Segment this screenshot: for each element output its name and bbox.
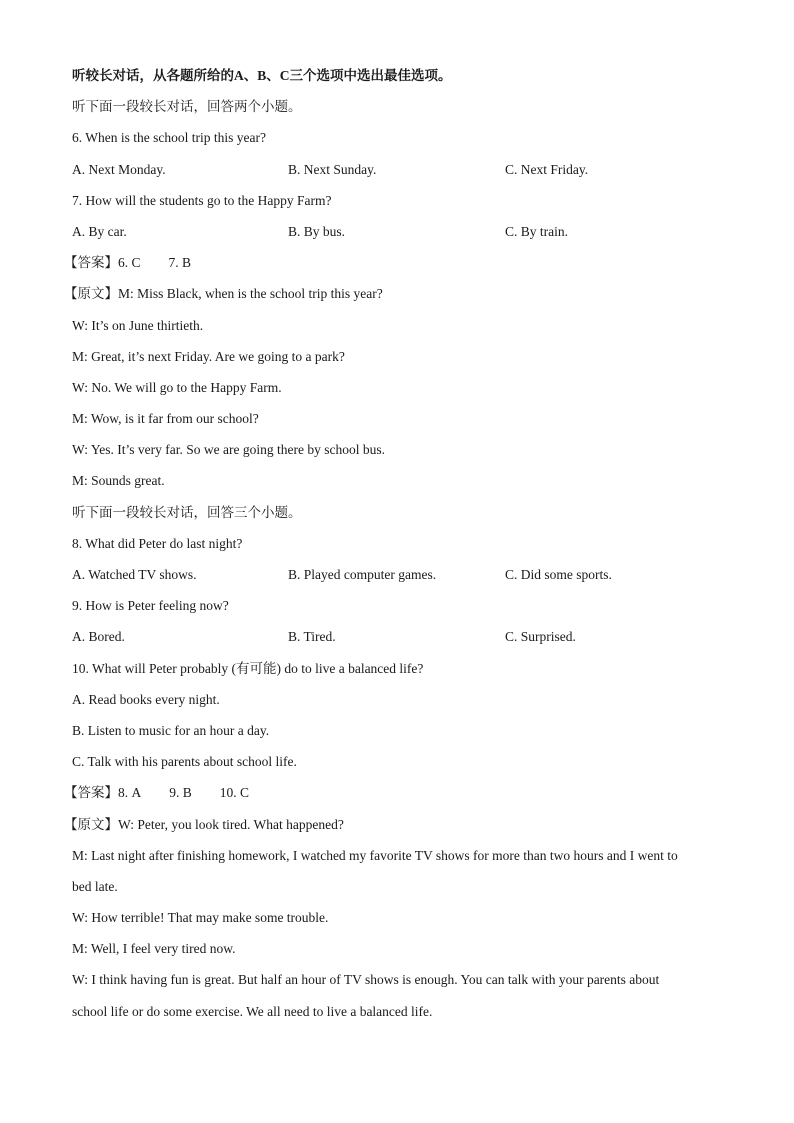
answer-8: 8. A [118, 785, 142, 801]
transcript-text: M: Miss Black, when is the school trip this year? [118, 286, 383, 302]
transcript-line: W: Yes. It’s very far. So we are going there by school bus. [72, 442, 385, 458]
question-7: 7. How will the students go to the Happy Farm? [72, 192, 332, 208]
transcript-line: M: Wow, is it far from our school? [72, 411, 259, 427]
answer-6: 6. C [118, 255, 141, 271]
question-6-option-c: C. Next Friday. [505, 161, 589, 177]
question-9-option-b: B. Tired. [288, 629, 336, 645]
transcript-label: 【原文】 [64, 286, 118, 302]
question-8-options [72, 559, 722, 590]
question-8-option-b: B. Played computer games. [288, 567, 437, 582]
section-heading: 听较长对话，从各题所给的A、B、C三个选项中选出最佳选项。 [72, 68, 452, 83]
question-7-options [72, 216, 722, 247]
transcript-line: W: How terrible! That may make some trouble. [72, 910, 329, 926]
question-6-option-b: B. Next Sunday. [288, 161, 377, 177]
section1-answers [64, 247, 722, 278]
transcript-line: W: It’s on June thirtieth. [72, 317, 204, 333]
section2-intro: 听下面一段较长对话，回答三个小题。 [72, 504, 302, 520]
transcript-line: M: Great, it’s next Friday. Are we going to a park? [72, 348, 345, 364]
section1-intro: 听下面一段较长对话，回答两个小题。 [72, 99, 302, 115]
question-7-option-a: A. By car. [72, 223, 127, 239]
section1-transcript-line [64, 278, 722, 309]
question-6: 6. When is the school trip this year? [72, 130, 266, 146]
question-7-option-b: B. By bus. [288, 223, 346, 239]
answer-10: 10. C [219, 785, 250, 801]
question-10-option-a: A. Read books every night. [72, 691, 220, 707]
question-10-option-c: C. Talk with his parents about school life. [72, 754, 297, 770]
answer-label: 【答案】 [64, 785, 118, 801]
question-8-option-a: A. Watched TV shows. [72, 567, 197, 582]
question-9-option-c: C. Surprised. [505, 629, 576, 645]
question-7-option-c: C. By train. [505, 223, 568, 239]
transcript-line: M: Sounds great. [72, 473, 165, 489]
question-9: 9. How is Peter feeling now? [72, 598, 229, 614]
section2-answers [64, 777, 722, 808]
question-8: 8. What did Peter do last night? [72, 535, 243, 551]
answer-7: 7. B [168, 255, 192, 271]
question-9-options [72, 621, 722, 652]
transcript-line: bed late. [72, 878, 118, 894]
question-9-option-a: A. Bored. [72, 629, 125, 645]
question-8-option-c: C. Did some sports. [505, 567, 612, 582]
transcript-line: school life or do some exercise. We all need to live a balanced life. [72, 1003, 433, 1019]
transcript-line: W: No. We will go to the Happy Farm. [72, 379, 282, 395]
answer-label: 【答案】 [64, 255, 118, 271]
question-10: 10. What will Peter probably (有可能) do to live a balanced life? [72, 660, 424, 676]
question-6-option-a: A. Next Monday. [72, 161, 166, 177]
question-10-option-b: B. Listen to music for an hour a day. [72, 722, 270, 738]
transcript-label: 【原文】 [64, 816, 118, 832]
question-6-options [72, 154, 722, 185]
answer-9: 9. B [169, 785, 192, 801]
document-page [64, 60, 722, 1027]
transcript-line: W: I think having fun is great. But half an hour of TV shows is enough. You can talk with your parents about [72, 972, 660, 988]
transcript-line: M: Well, I feel very tired now. [72, 941, 236, 957]
section2-transcript-line [64, 809, 722, 840]
transcript-text: W: Peter, you look tired. What happened? [118, 816, 344, 832]
transcript-line: M: Last night after finishing homework, I watched my favorite TV shows for more than two hours and I went to [72, 847, 678, 863]
